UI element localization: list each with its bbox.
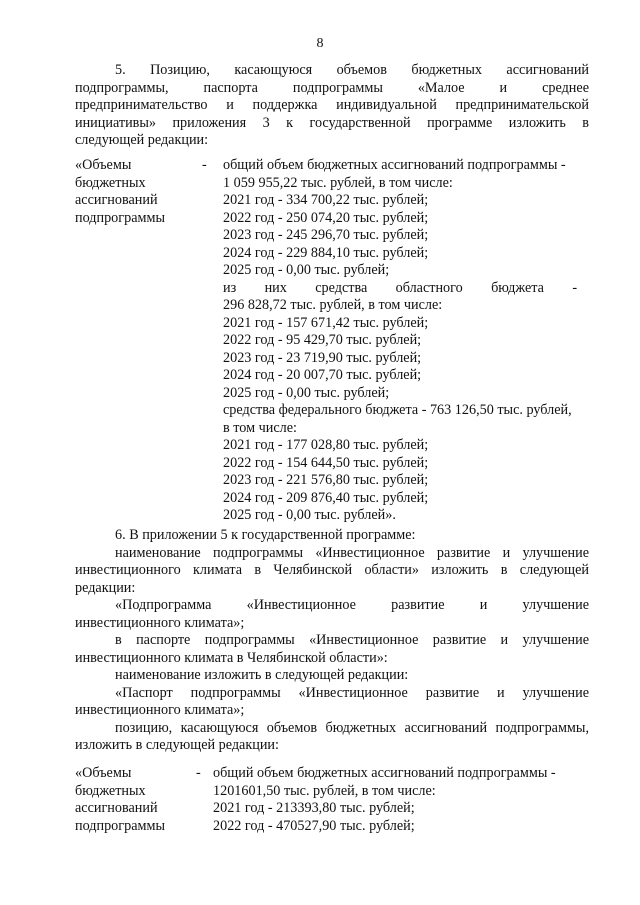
- value-line: общий объем бюджетных ассигнований подпрограммы -: [213, 765, 556, 781]
- value-line: 2025 год - 0,00 тыс. рублей;: [223, 384, 390, 401]
- value-line: 2021 год - 213393,80 тыс. рублей;: [213, 800, 415, 816]
- value-line: 2025 год - 0,00 тыс. рублей;: [223, 262, 390, 278]
- text-line: инвестиционного климата в Челябинской области» изложить в следующей: [75, 562, 589, 578]
- text-line: следующей редакции:: [75, 132, 209, 148]
- label-line: ассигнований: [75, 800, 158, 816]
- label-line: «Объемы: [75, 765, 132, 781]
- table-values: [213, 765, 605, 835]
- value-line: 2025 год - 0,00 тыс. рублей».: [223, 507, 396, 523]
- text-line: подпрограммы, паспорта подпрограммы «Малое и среднее: [75, 79, 589, 96]
- table-dash: -: [196, 765, 201, 781]
- value-line: 2021 год - 177 028,80 тыс. рублей;: [223, 437, 429, 453]
- table-label: [75, 157, 195, 227]
- paragraph-5: [75, 62, 589, 150]
- table-dash: -: [202, 157, 207, 173]
- value-line: 2023 год - 245 296,70 тыс. рублей;: [223, 227, 429, 243]
- value-line: 2024 год - 229 884,10 тыс. рублей;: [223, 244, 429, 261]
- text-line: наименование подпрограммы «Инвестиционное развитие и улучшение: [115, 544, 589, 561]
- value-line: из них средства областного бюджета -: [223, 279, 578, 296]
- value-line: общий объем бюджетных ассигнований подпрограммы -: [223, 157, 566, 173]
- value-line: в том числе:: [223, 419, 297, 436]
- value-line: 296 828,72 тыс. рублей, в том числе:: [223, 297, 443, 313]
- text-line: инвестиционного климата в Челябинской области»:: [75, 649, 388, 666]
- value-line: 2022 год - 154 644,50 тыс. рублей;: [223, 454, 429, 471]
- value-line: 1 059 955,22 тыс. рублей, в том числе:: [223, 174, 453, 191]
- text-line: инициативы» приложения 3 к государственной программе изложить в: [75, 114, 589, 131]
- value-line: 2024 год - 20 007,70 тыс. рублей;: [223, 367, 422, 383]
- budget-table-2: [75, 765, 605, 845]
- text-line: «Подпрограмма «Инвестиционное развитие и улучшение: [115, 597, 589, 613]
- text-line: инвестиционного климата»;: [75, 702, 245, 718]
- table-values: [223, 157, 605, 525]
- value-line: 2021 год - 157 671,42 тыс. рублей;: [223, 314, 429, 331]
- text-line: изложить в следующей редакции:: [75, 737, 279, 753]
- text-line: 5. Позицию, касающуюся объемов бюджетных ассигнований: [115, 62, 589, 78]
- value-line: 2022 год - 250 074,20 тыс. рублей;: [223, 209, 429, 226]
- value-line: 2024 год - 209 876,40 тыс. рублей;: [223, 489, 429, 506]
- value-line: 2022 год - 95 429,70 тыс. рублей;: [223, 332, 422, 348]
- label-line: подпрограммы: [75, 209, 165, 226]
- text-line: 6. В приложении 5 к государственной программе:: [115, 527, 416, 543]
- paragraph-6: [75, 527, 589, 755]
- value-line: 2023 год - 221 576,80 тыс. рублей;: [223, 472, 429, 488]
- text-line: предпринимательство и поддержка индивидуальной предпринимательской: [75, 97, 589, 113]
- table-label: [75, 765, 195, 835]
- budget-table-1: [75, 157, 605, 527]
- page-number: 8: [316, 36, 324, 51]
- text-line: наименование изложить в следующей редакции:: [115, 667, 409, 683]
- value-line: 2021 год - 334 700,22 тыс. рублей;: [223, 192, 429, 208]
- value-line: 2023 год - 23 719,90 тыс. рублей;: [223, 349, 422, 366]
- label-line: подпрограммы: [75, 817, 165, 834]
- text-line: позицию, касающуюся объемов бюджетных ассигнований подпрограммы,: [115, 719, 589, 736]
- value-line: средства федерального бюджета - 763 126,50 тыс. рублей,: [223, 402, 572, 418]
- label-line: ассигнований: [75, 192, 158, 208]
- text-line: инвестиционного климата»;: [75, 614, 245, 631]
- label-line: бюджетных: [75, 782, 146, 799]
- text-line: редакции:: [75, 579, 136, 596]
- value-line: 1201601,50 тыс. рублей, в том числе:: [213, 782, 436, 799]
- text-line: «Паспорт подпрограммы «Инвестиционное развитие и улучшение: [115, 684, 589, 701]
- value-line: 2022 год - 470527,90 тыс. рублей;: [213, 817, 415, 834]
- label-line: «Объемы: [75, 157, 132, 173]
- label-line: бюджетных: [75, 174, 146, 191]
- text-line: в паспорте подпрограммы «Инвестиционное развитие и улучшение: [115, 632, 589, 648]
